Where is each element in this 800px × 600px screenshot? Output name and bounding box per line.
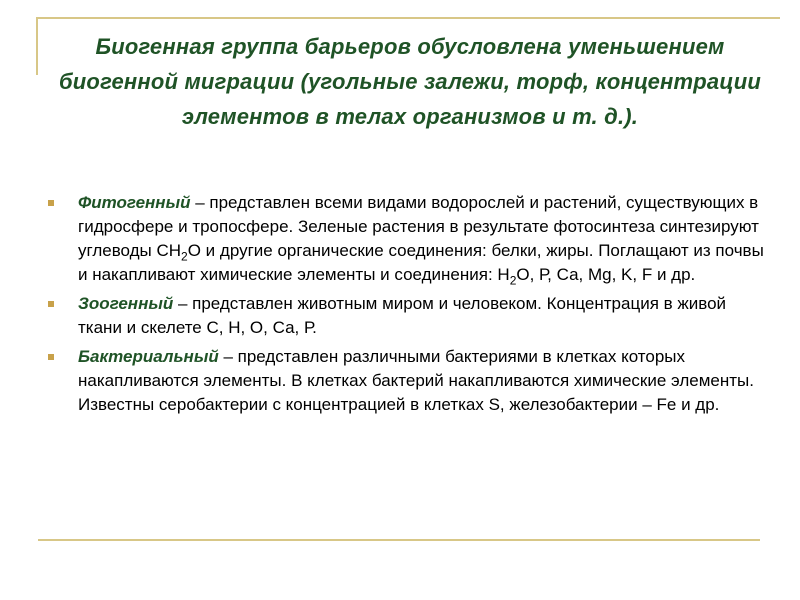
square-bullet-icon [48, 200, 54, 206]
bullet-list [48, 191, 768, 422]
top-rule [36, 17, 780, 19]
bottom-rule [38, 539, 760, 541]
square-bullet-icon [48, 301, 54, 307]
bullet-term: Фитогенный [78, 193, 191, 212]
slide-title [40, 29, 780, 134]
left-rule [36, 17, 38, 75]
bullet-text: – представлен различными бактериями в клетках которых накапливаются элементы. В клетках бактерий накапливаются химические элементы. Известны серобактерии с концентрацией в клетках S, железобактерии – Fe и др. [78, 347, 754, 414]
subscript: 2 [509, 273, 517, 288]
subscript: 2 [181, 249, 188, 264]
title-rest: обусловлена уменьшением биогенной миграции (угольные залежи, торф, концентрации элементов в телах организмов и т. д.). [58, 34, 762, 129]
bullet-item-phytogenic [48, 191, 768, 287]
square-bullet-icon [48, 354, 54, 360]
bullet-item-zoogenic [48, 292, 768, 340]
bullet-text: – представлен животным миром и человеком. Концентрация в живой ткани и скелете С, Н, О, Са, Р. [78, 294, 727, 337]
title-bold-part: Биогенная группа барьеров [95, 34, 412, 59]
bullet-term: Зоогенный [78, 294, 174, 313]
bullet-text: О и другие органические соединения: белки, жиры. Поглащают из почвы и накапливают химические элементы и соединения: Н [78, 241, 764, 284]
bullet-term: Бактериальный [78, 347, 219, 366]
bullet-text: О, Р, Са, Mg, K, F и др. [516, 265, 696, 284]
bullet-item-bacterial [48, 345, 768, 417]
bullet-text: – представлен всеми видами водорослей и растений, существующих в гидросфере и тропосфере. Зеленые растения в результате фотосинтеза синтезируют углеводы СН [78, 193, 759, 260]
